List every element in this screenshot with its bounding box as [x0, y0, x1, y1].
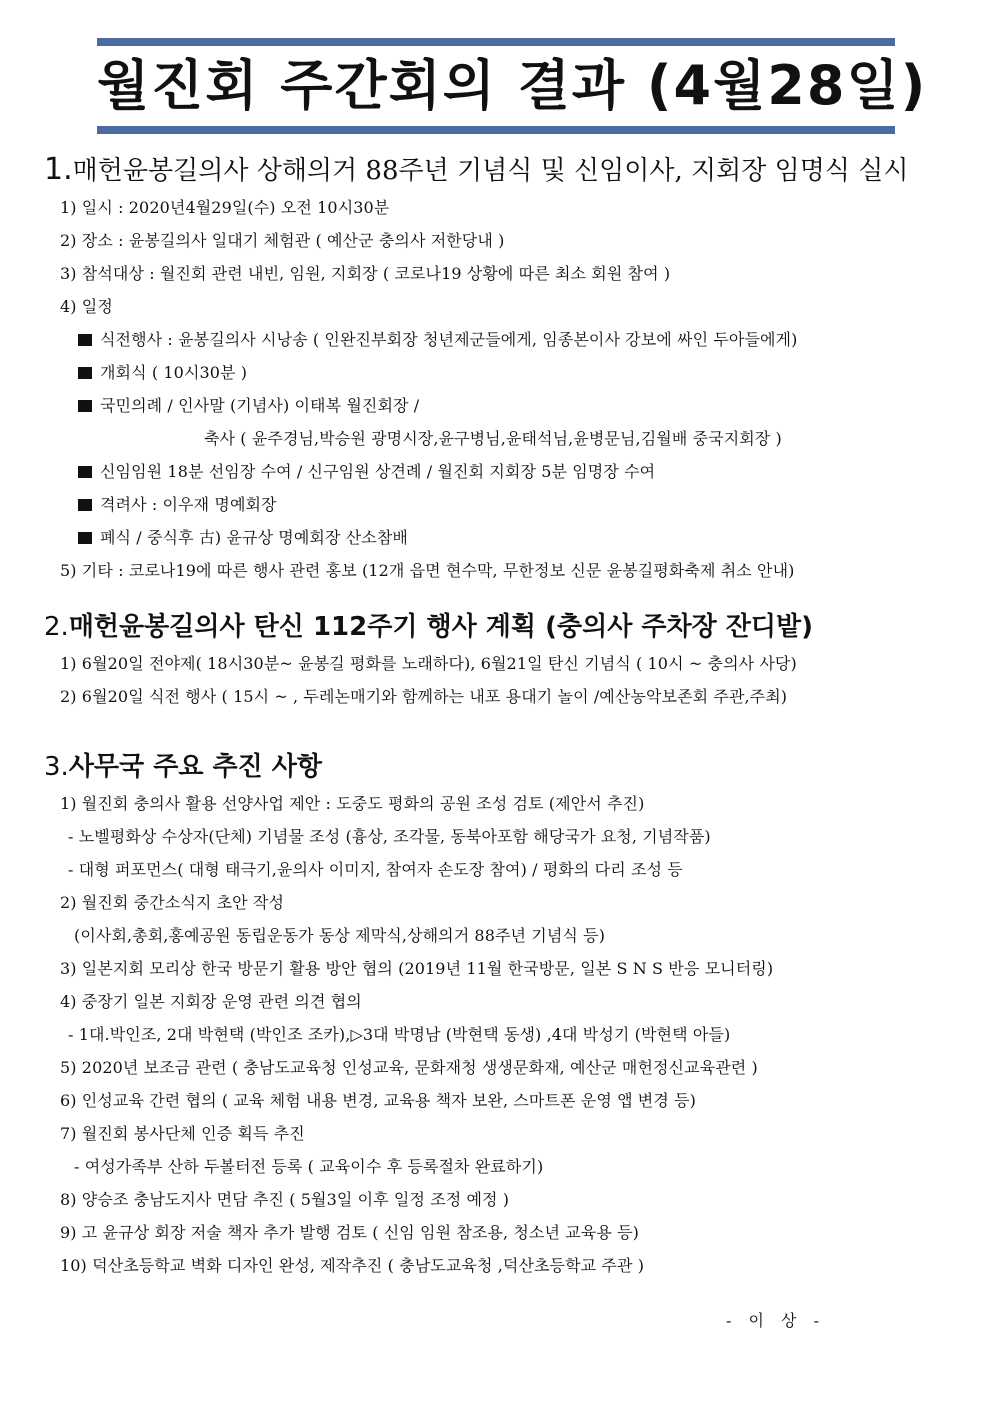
section-3-item: 8) 양승조 충남도지사 면담 추진 ( 5월3일 이후 일정 조정 예정 ) [60, 1190, 510, 1209]
section-1-title: 매헌윤봉길의사 상해의거 88주년 기념식 및 신임이사, 지회장 임명식 실시 [72, 156, 909, 186]
section-1-item: 3) 참석대상 : 월진회 관련 내빈, 임원, 지회장 ( 코로나19 상황에 따른 최소 회원 참여 ) [60, 264, 671, 283]
section-3-item: 10) 덕산초등학교 벽화 디자인 완성, 제작추진 ( 충남도교육청 ,덕산초등학교 주관 ) [60, 1256, 645, 1275]
section-3-item: 2) 월진회 중간소식지 초안 작성 [60, 893, 285, 912]
square-bullet-icon [78, 499, 92, 511]
document-body [44, 150, 954, 1282]
schedule-item [44, 323, 954, 356]
schedule-text: 식전행사 : 윤봉길의사 시낭송 ( 인완진부회장 청년제군들에게, 임종본이사 강보에 싸인 두아들에게) [100, 330, 798, 349]
schedule-text: 폐식 / 중식후 古) 윤규상 명예회장 산소참배 [100, 528, 408, 547]
section-3-list [44, 787, 954, 1282]
square-bullet-icon [78, 400, 92, 412]
section-1-item: 1) 일시 : 2020년4월29일(수) 오전 10시30분 [60, 198, 390, 217]
schedule-item [44, 455, 954, 488]
schedule-text: 국민의례 / 인사말 (기념사) 이태복 월진회장 / [100, 396, 420, 415]
section-3-item: - 노벨평화상 수상자(단체) 기념물 조성 (흉상, 조각물, 동북아포함 해당국가 요청, 기념작품) [68, 827, 711, 846]
section-2-heading [44, 607, 954, 647]
square-bullet-icon [78, 466, 92, 478]
schedule-item [44, 488, 954, 521]
title-rule-bottom [97, 126, 895, 134]
schedule-item [44, 356, 954, 389]
section-3-title: 사무국 주요 추진 사항 [68, 752, 323, 782]
section-2-item: 2) 6월20일 식전 행사 ( 15시 ~ , 두레논매기와 함께하는 내포 용대기 놀이 /예산농악보존회 주관,주최) [60, 687, 788, 706]
section-3-item: 3) 일본지회 모리상 한국 방문기 활용 방안 협의 (2019년 11월 한국방문, 일본 S N S 반응 모니터링) [60, 959, 774, 978]
section-3-item: - 여성가족부 산하 두볼터전 등록 ( 교육이수 후 등록절차 완료하기) [74, 1157, 544, 1176]
schedule-item [44, 389, 954, 422]
section-1-number: 1. [44, 152, 73, 187]
page-title: 월진회 주간회의 결과 (4월28일) [97, 54, 928, 117]
congrats-line: 축사 ( 윤주경님,박승원 광명시장,윤구병님,윤태석님,윤병문님,김월배 중국지회장 ) [204, 429, 782, 448]
section-1-heading [44, 150, 954, 191]
section-2-number: 2. [44, 612, 69, 642]
section-2-item: 1) 6월20일 전야제( 18시30분~ 윤봉길 평화를 노래하다), 6월21일 탄신 기념식 ( 10시 ~ 충의사 사당) [60, 654, 797, 673]
schedule-text: 신임임원 18분 선임장 수여 / 신구임원 상견례 / 월진회 지회장 5분 임명장 수여 [100, 462, 656, 481]
section-3-item: - 1대.박인조, 2대 박현택 (박인조 조카),▷3대 박명남 (박현택 동생) ,4대 박성기 (박현택 아들) [68, 1025, 731, 1044]
section-1-item: 4) 일정 [60, 297, 113, 316]
section-3-item: 5) 2020년 보조금 관련 ( 충남도교육청 인성교육, 문화재청 생생문화재, 예산군 매헌정신교육관련 ) [60, 1058, 758, 1077]
title-rule-top [97, 38, 895, 46]
section-3-number: 3. [44, 752, 69, 782]
section-3-heading [44, 747, 954, 787]
section-3-item: 7) 월진회 봉사단체 인증 획득 추진 [60, 1124, 305, 1143]
section-3-item: 6) 인성교육 간련 협의 ( 교육 체험 내용 변경, 교육용 책자 보완, 스마트폰 운영 앱 변경 등) [60, 1091, 697, 1110]
section-2-title: 매헌윤봉길의사 탄신 112주기 행사 계획 (충의사 주차장 잔디밭) [68, 612, 813, 642]
schedule-text: 격려사 : 이우재 명예회장 [100, 495, 277, 514]
section-3-item: (이사회,총회,홍예공원 동립운동가 동상 제막식,상해의거 88주년 기념식 등) [74, 926, 606, 945]
schedule-text: 개회식 ( 10시30분 ) [100, 363, 248, 382]
section-3-item: 9) 고 윤규상 회장 저술 책자 추가 발행 검토 ( 신임 임원 참조용, 청소년 교육용 등) [60, 1223, 639, 1242]
square-bullet-icon [78, 532, 92, 544]
square-bullet-icon [78, 334, 92, 346]
section-1-item: 2) 장소 : 윤봉길의사 일대기 체험관 ( 예산군 충의사 저한당내 ) [60, 231, 505, 250]
section-1-etc: 5) 기타 : 코로나19에 따른 행사 관련 홍보 (12개 읍면 현수막, 무한정보 신문 윤봉길평화축제 취소 안내) [60, 561, 795, 580]
section-3-item: - 대형 퍼포먼스( 대형 태극기,윤의사 이미지, 참여자 손도장 참여) / 평화의 다리 조성 등 [68, 860, 683, 879]
closing-mark: - 이 상 - [726, 1311, 825, 1330]
title-block [97, 38, 928, 134]
square-bullet-icon [78, 367, 92, 379]
section-3-item: 4) 중장기 일본 지회장 운영 관련 의견 협의 [60, 992, 362, 1011]
schedule-item [44, 521, 954, 554]
section-3-item: 1) 월진회 충의사 활용 선양사업 제안 : 도중도 평화의 공원 조성 검토 (제안서 추진) [60, 794, 645, 813]
